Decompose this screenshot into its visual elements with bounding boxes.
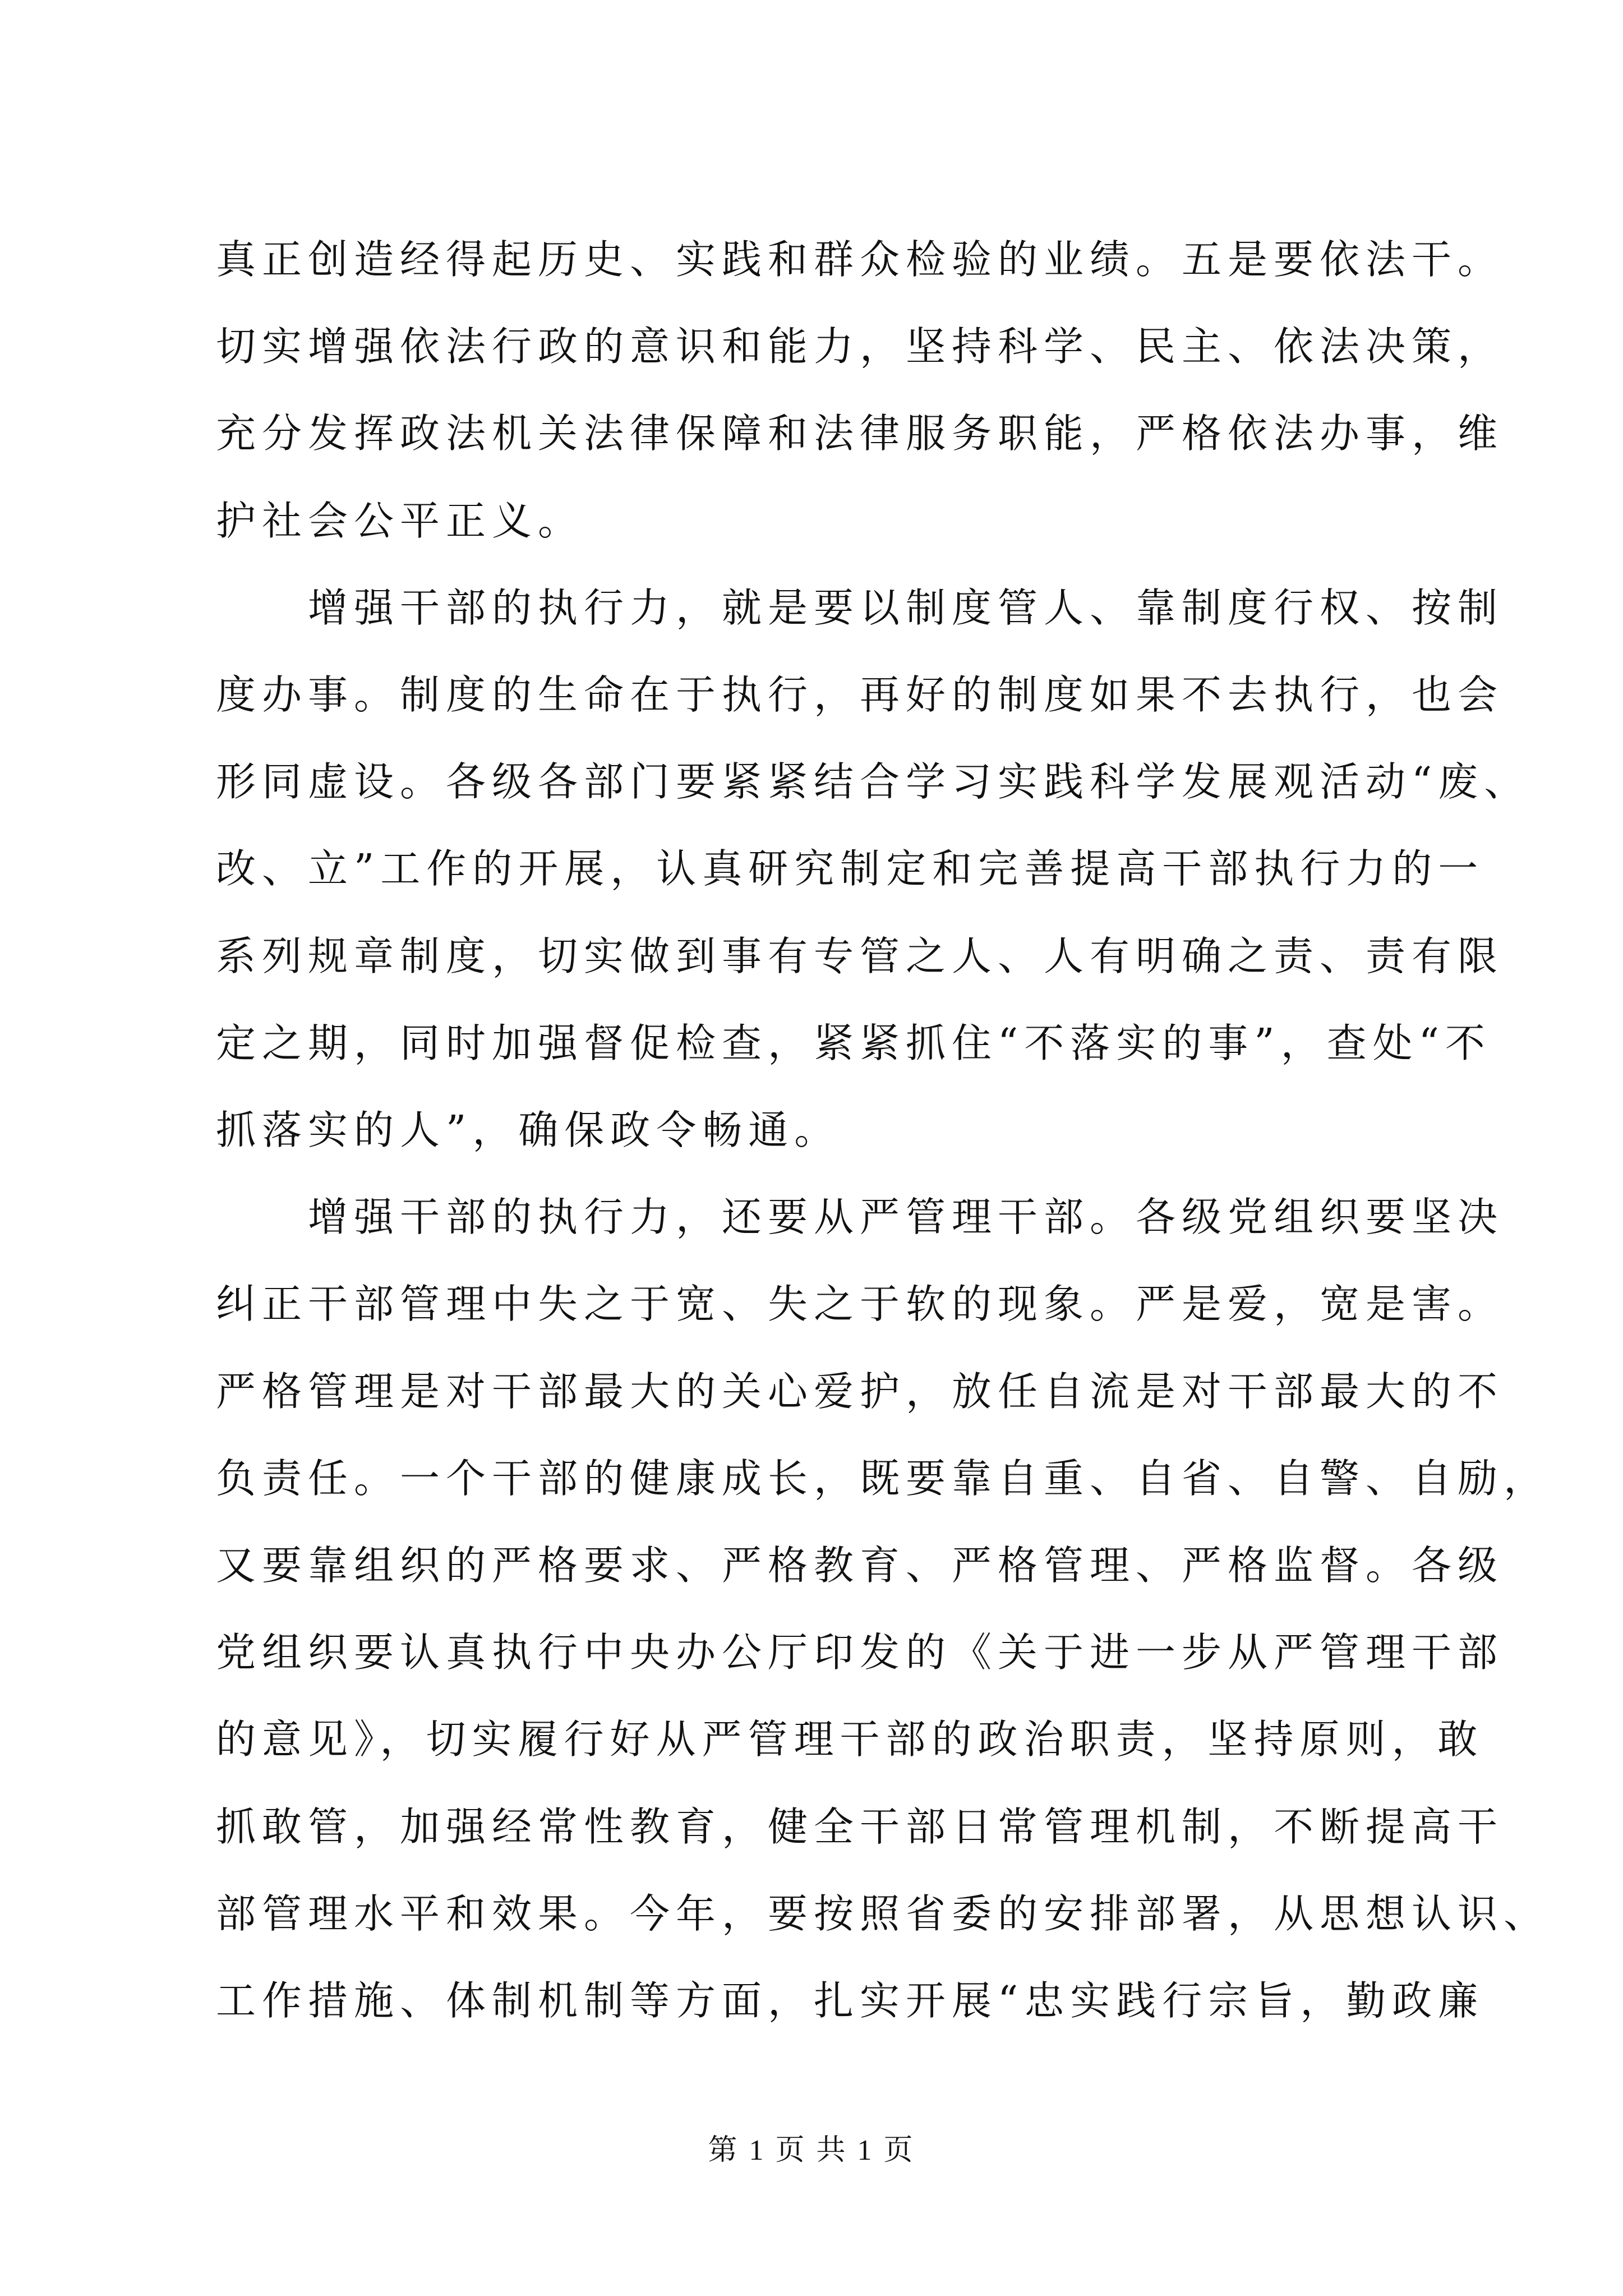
text-line: 真正创造经得起历史、实践和群众检验的业绩。五是要依法干。 [216,236,1504,283]
text-line: 定之期，同时加强督促检查，紧紧抓住“不落实的事”，查处“不 [216,1019,1491,1066]
text-line: 系列规章制度，切实做到事有专管之人、人有明确之责、责有限 [216,932,1504,979]
text-line: 负责任。一个干部的健康成长，既要靠自重、自省、自警、自励， [216,1455,1550,1502]
text-line: 工作措施、体制机制等方面，扎实开展“忠实践行宗旨，勤政廉 [216,1977,1484,2024]
text-line: 度办事。制度的生命在于执行，再好的制度如果不去执行，也会 [216,671,1504,719]
text-line: 充分发挥政法机关法律保障和法律服务职能，严格依法办事，维 [216,410,1504,457]
text-line: 形同虚设。各级各部门要紧紧结合学习实践科学发展观活动“废、 [216,758,1530,806]
text-line: 部管理水平和效果。今年，要按照省委的安排部署，从思想认识、 [216,1890,1550,1937]
text-line: 抓敢管，加强经常性教育，健全干部日常管理机制，不断提高干 [216,1803,1504,1850]
text-line: 又要靠组织的严格要求、严格教育、严格管理、严格监督。各级 [216,1542,1504,1589]
text-line: 严格管理是对干部最大的关心爱护，放任自流是对干部最大的不 [216,1368,1504,1415]
text-line: 纠正干部管理中失之于宽、失之于软的现象。严是爱，宽是害。 [216,1281,1504,1328]
text-line: 抓落实的人”，确保政令畅通。 [216,1107,841,1154]
paragraph-2 [216,564,1530,1174]
text-line: 改、立”工作的开展，认真研究制定和完善提高干部执行力的一 [216,845,1484,892]
text-line: 切实增强依法行政的意识和能力，坚持科学、民主、依法决策， [216,323,1504,370]
text-line: 党组织要认真执行中央办公厅印发的《关于进一步从严管理干部 [216,1629,1504,1676]
document-body [216,216,1550,2044]
text-line: 增强干部的执行力，就是要以制度管人、靠制度行权、按制 [308,584,1504,631]
paragraph-3 [216,1174,1550,2044]
page-number-label: 第 1 页 共 1 页 [708,2134,915,2166]
text-line: 的意见》，切实履行好从严管理干部的政治职责，坚持原则，敢 [216,1716,1484,1763]
page-footer [0,2126,1623,2168]
text-line: 护社会公平正义。 [216,497,584,544]
paragraph-1 [216,216,1504,564]
text-line: 增强干部的执行力，还要从严管理干部。各级党组织要坚决 [308,1194,1504,1241]
